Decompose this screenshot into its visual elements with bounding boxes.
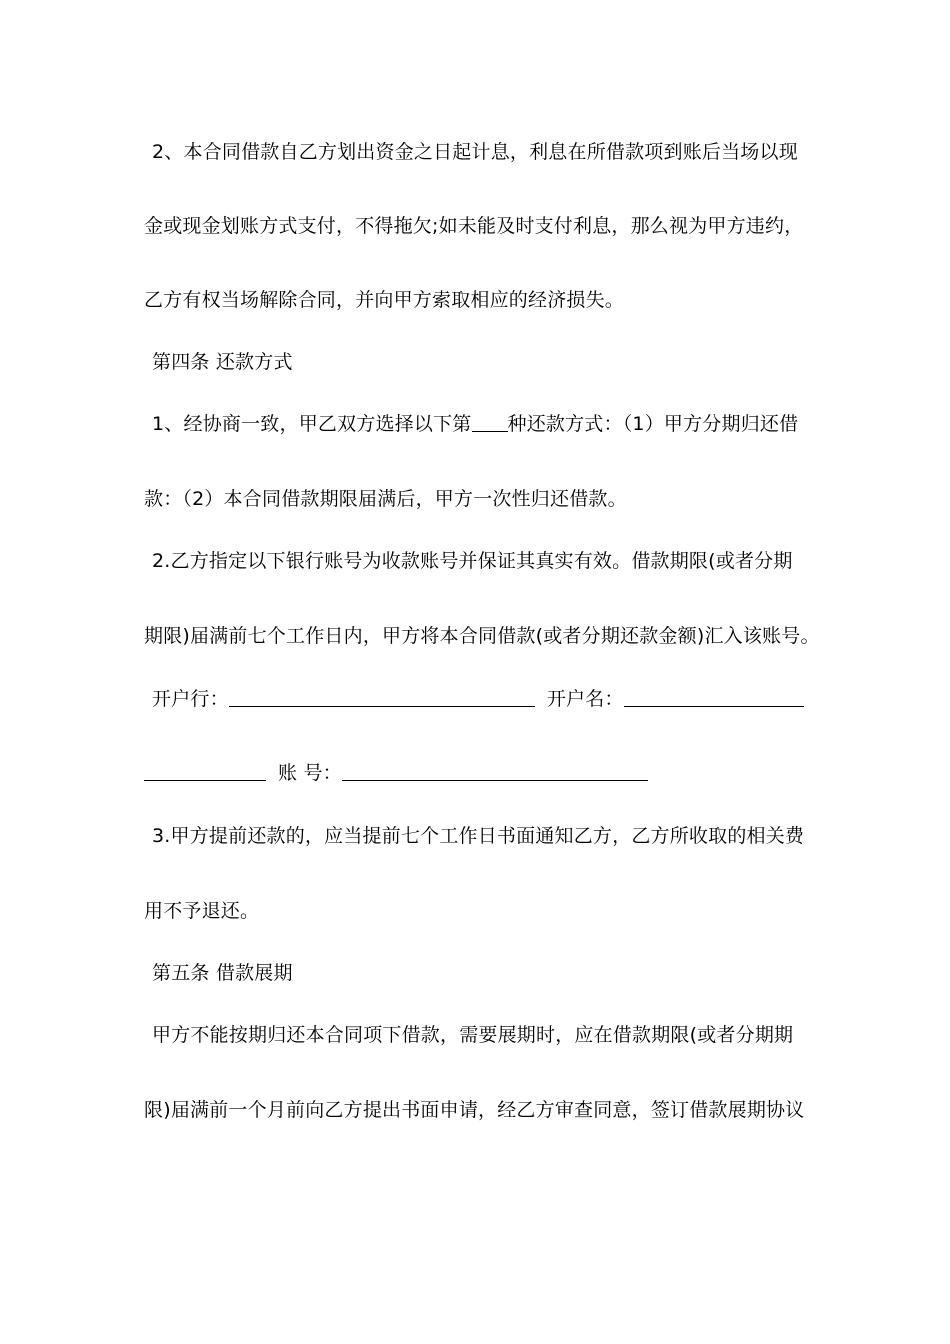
account-number-line	[144, 761, 648, 785]
bank-name-label: 开户行：	[152, 688, 229, 710]
account-name-blank	[624, 688, 804, 707]
account-name-label: 开户名：	[546, 688, 624, 710]
paragraph-line	[152, 412, 798, 436]
paragraph-line: 2.乙方指定以下银行账号为收款账号并保证其真实有效。借款期限(或者分期	[152, 550, 793, 572]
paragraph-text: 1、经协商一致，甲乙双方选择以下第	[152, 413, 472, 435]
section-heading: 第五条 借款展期	[152, 962, 293, 984]
bank-info-line	[152, 687, 804, 711]
paragraph-line: 限)届满前一个月前向乙方提出书面申请，经乙方审查同意，签订借款展期协议	[144, 1099, 805, 1121]
paragraph-line: 款：（2）本合同借款期限届满后，甲方一次性归还借款。	[144, 488, 627, 510]
paragraph-text: 种还款方式：（1）甲方分期归还借	[507, 413, 799, 435]
paragraph-line: 甲方不能按期归还本合同项下借款，需要展期时，应在借款期限(或者分期期	[152, 1024, 794, 1046]
paragraph-line: 3.甲方提前还款的，应当提前七个工作日书面通知乙方，乙方所收取的相关费	[152, 825, 805, 847]
section-heading: 第四条 还款方式	[152, 351, 293, 373]
fill-in-blank	[472, 413, 508, 432]
paragraph-line: 期限)届满前七个工作日内，甲方将本合同借款(或者分期还款金额)汇入该账号。	[144, 625, 820, 647]
account-number-label: 账 号：	[278, 762, 342, 784]
bank-name-blank	[229, 688, 535, 707]
paragraph-line: 用不予退还。	[144, 900, 260, 922]
paragraph-line: 乙方有权当场解除合同，并向甲方索取相应的经济损失。	[144, 289, 625, 311]
account-number-blank	[342, 762, 648, 781]
paragraph-line: 2、本合同借款自乙方划出资金之日起计息，利息在所借款项到账后当场以现	[152, 141, 798, 163]
paragraph-line: 金或现金划账方式支付，不得拖欠;如未能及时支付利息，那么视为甲方违约，	[144, 215, 804, 237]
account-name-blank-continued	[144, 762, 266, 781]
